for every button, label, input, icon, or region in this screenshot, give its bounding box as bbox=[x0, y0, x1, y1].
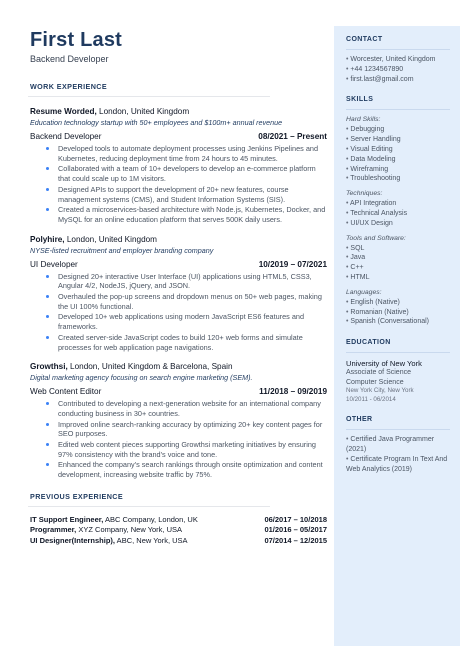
previous-dates: 07/2014 – 12/2015 bbox=[264, 535, 327, 545]
job-entry bbox=[30, 235, 334, 353]
bullet-item bbox=[46, 440, 327, 459]
skill-group-label: Techniques: bbox=[346, 190, 383, 198]
education-school: University of New York bbox=[346, 359, 422, 369]
job-bullets bbox=[30, 144, 327, 225]
skill-item: • Data Modeling bbox=[346, 155, 450, 165]
candidate-name: First Last bbox=[30, 29, 123, 51]
skill-item: • C++ bbox=[346, 263, 450, 273]
section-divider bbox=[28, 96, 270, 97]
skill-list bbox=[346, 125, 450, 184]
previous-role: IT Support Engineer, bbox=[30, 514, 104, 524]
sidebar-divider bbox=[346, 352, 450, 353]
contact-item: • first.last@gmail.com bbox=[346, 75, 450, 85]
skill-item: • Java bbox=[346, 253, 450, 263]
skill-item: • SQL bbox=[346, 244, 450, 254]
bullet-item bbox=[46, 312, 327, 331]
bullet-item bbox=[46, 333, 327, 352]
bullet-dot-icon bbox=[46, 315, 49, 318]
contact-list bbox=[346, 55, 450, 84]
previous-role-line bbox=[30, 515, 198, 526]
resume-sidebar bbox=[334, 26, 460, 646]
bullet-text: Enhanced the company's search rankings through onsite optimization and content development, increasing website traffic by 75%. bbox=[58, 460, 323, 480]
bullet-item bbox=[46, 205, 327, 224]
bullet-dot-icon bbox=[46, 336, 49, 339]
job-dates: 08/2021 – Present bbox=[258, 132, 327, 141]
skill-item: • English (Native) bbox=[346, 298, 450, 308]
skill-item: • Visual Editing bbox=[346, 145, 450, 155]
skill-item: • Wireframing bbox=[346, 165, 450, 175]
company-name: Polyhire, bbox=[30, 234, 65, 244]
previous-row bbox=[30, 525, 327, 536]
company-name: Growthsi, bbox=[30, 362, 68, 372]
bullet-text: Created a microservices-based architecture with Node.js, Kubernetes, Docker, and MySQL for an online education platform that serves 500K daily users. bbox=[58, 205, 326, 224]
bullet-dot-icon bbox=[46, 208, 49, 211]
contact-heading: CONTACT bbox=[346, 36, 383, 43]
bullet-item bbox=[46, 272, 327, 291]
work-experience-heading: WORK EXPERIENCE bbox=[30, 82, 108, 91]
previous-company: ABC Company, London, UK bbox=[103, 514, 198, 524]
skill-item: • Technical Analysis bbox=[346, 209, 450, 219]
education-location: New York City, New York bbox=[346, 387, 414, 395]
previous-dates: 06/2017 – 10/2018 bbox=[264, 514, 327, 524]
bullet-dot-icon bbox=[46, 167, 49, 170]
sidebar-divider bbox=[346, 49, 450, 50]
bullet-text: Designed 20+ interactive User Interface (UI) applications using HTML5, CSS3, Angular 4/2, NodeJS, jQuery, and JSON. bbox=[58, 271, 312, 291]
skill-list bbox=[346, 199, 450, 228]
sidebar-divider bbox=[346, 109, 450, 110]
bullet-dot-icon bbox=[46, 423, 49, 426]
bullet-text: Created server-side JavaScript codes to build 120+ web forms and simulate processes for web application page navigations. bbox=[58, 332, 303, 352]
bullet-item bbox=[46, 144, 327, 163]
skills-groups bbox=[346, 116, 450, 327]
job-bullets bbox=[30, 272, 327, 353]
company-line bbox=[30, 362, 334, 371]
education-heading: EDUCATION bbox=[346, 339, 391, 347]
company-name: Resume Worded, bbox=[30, 107, 97, 116]
job-title: Backend Developer bbox=[30, 132, 102, 141]
previous-experience-list bbox=[30, 515, 327, 547]
company-location: London, United Kingdom & Barcelona, Spain bbox=[67, 362, 233, 372]
bullet-item bbox=[46, 399, 327, 418]
previous-experience-heading: PREVIOUS EXPERIENCE bbox=[30, 491, 124, 501]
skill-item: • Romanian (Native) bbox=[346, 308, 450, 318]
bullet-item bbox=[46, 420, 327, 439]
skill-item: • API Integration bbox=[346, 199, 450, 209]
previous-company: ABC, New York, USA bbox=[115, 535, 188, 545]
education-dates: 10/2011 - 06/2014 bbox=[346, 395, 396, 403]
bullet-text: Contributed to developing a next-generation website for an international company conducting business in 30+ countries. bbox=[58, 399, 321, 418]
skill-item: • HTML bbox=[346, 273, 450, 283]
bullet-dot-icon bbox=[46, 147, 49, 150]
bullet-text: Collaborated with a team of 10+ developers to develop an e-commerce platform that could scale up to 1M visitors. bbox=[58, 164, 316, 184]
skill-group-label: Tools and Software: bbox=[346, 234, 406, 242]
previous-company: XYZ Company, New York, USA bbox=[76, 525, 183, 535]
bullet-dot-icon bbox=[46, 275, 49, 278]
bullet-dot-icon bbox=[46, 402, 49, 405]
candidate-role: Backend Developer bbox=[30, 54, 109, 64]
bullet-item bbox=[46, 164, 327, 183]
bullet-text: Developed tools to automate deployment processes using Jenkins Pipelines and Kubernetes, reducing deployment time from 24 hours to 45 minutes. bbox=[58, 144, 319, 163]
skill-list bbox=[346, 244, 450, 283]
job-title-row bbox=[30, 387, 327, 396]
bullet-text: Edited web content pieces supporting Growthsi marketing initiatives by ensuring 97% consistency with the brand's voice and tone. bbox=[58, 440, 316, 459]
other-list bbox=[346, 435, 450, 474]
skills-heading: SKILLS bbox=[346, 96, 374, 104]
other-item: • Certified Java Programmer (2021) bbox=[346, 435, 450, 455]
bullet-dot-icon bbox=[46, 295, 49, 298]
bullet-item bbox=[46, 460, 327, 479]
bullet-dot-icon bbox=[46, 188, 49, 191]
bullet-item bbox=[46, 185, 327, 204]
education-degree: Associate of Science bbox=[346, 369, 411, 377]
bullet-text: Designed APIs to support the development of 20+ new features, course management systems (CMS), and Student Information Systems (SIS). bbox=[58, 184, 289, 204]
bullet-item bbox=[46, 292, 327, 311]
section-divider bbox=[28, 506, 270, 507]
job-title: UI Developer bbox=[30, 259, 78, 269]
previous-role-line bbox=[30, 525, 182, 536]
previous-dates: 01/2016 – 05/2017 bbox=[264, 525, 327, 535]
job-dates: 11/2018 – 09/2019 bbox=[259, 387, 327, 397]
skill-item: • Spanish (Conversational) bbox=[346, 317, 450, 327]
other-heading: OTHER bbox=[346, 416, 373, 424]
company-line bbox=[30, 235, 334, 244]
job-dates: 10/2019 – 07/2021 bbox=[258, 259, 327, 269]
education-field: Computer Science bbox=[346, 378, 404, 386]
previous-row bbox=[30, 536, 327, 547]
job-title-row bbox=[30, 260, 327, 269]
bullet-text: Developed 10+ web applications using modern JavaScript ES6 features and frameworks. bbox=[58, 312, 305, 332]
job-title-row bbox=[30, 132, 327, 141]
bullet-text: Overhauled the pop-up screens and dropdown menus on 50+ web pages, making the UI 100% functional. bbox=[58, 292, 322, 311]
jobs-list bbox=[30, 107, 334, 480]
previous-row bbox=[30, 515, 327, 526]
skill-item: • Troubleshooting bbox=[346, 174, 450, 184]
company-tagline: Digital marketing agency focusing on search engine marketing (SEM). bbox=[30, 373, 253, 383]
contact-item: • Worcester, United Kingdom bbox=[346, 55, 450, 65]
company-tagline: Education technology startup with 50+ employees and $100m+ annual revenue bbox=[30, 118, 283, 127]
job-bullets bbox=[30, 399, 327, 480]
skill-group-label: Hard Skills: bbox=[346, 116, 381, 124]
company-location: London, United Kingdom bbox=[96, 107, 190, 116]
contact-item: • +44 1234567890 bbox=[346, 65, 450, 75]
other-item: • Certificate Program In Text And Web Analytics (2019) bbox=[346, 455, 450, 475]
bullet-dot-icon bbox=[46, 443, 49, 446]
sidebar-divider bbox=[346, 429, 450, 430]
company-line bbox=[30, 107, 334, 116]
company-tagline: NYSE-listed recruitment and employer branding company bbox=[30, 245, 214, 255]
previous-role: Programmer, bbox=[30, 525, 77, 535]
previous-role: UI Designer(Internship), bbox=[30, 535, 116, 545]
bullet-dot-icon bbox=[46, 463, 49, 466]
previous-role-line bbox=[30, 536, 188, 547]
company-location: London, United Kingdom bbox=[64, 234, 157, 244]
skill-item: • Server Handling bbox=[346, 135, 450, 145]
skill-group-label: Languages: bbox=[346, 288, 382, 296]
skill-item: • Debugging bbox=[346, 125, 450, 135]
job-entry bbox=[30, 362, 334, 480]
skill-list bbox=[346, 298, 450, 327]
job-entry bbox=[30, 107, 334, 225]
bullet-text: Improved online search-ranking accuracy by optimizing 20+ key content pages for SEO purposes. bbox=[58, 419, 323, 439]
skill-item: • UI/UX Design bbox=[346, 219, 450, 229]
job-title: Web Content Editor bbox=[30, 387, 102, 397]
